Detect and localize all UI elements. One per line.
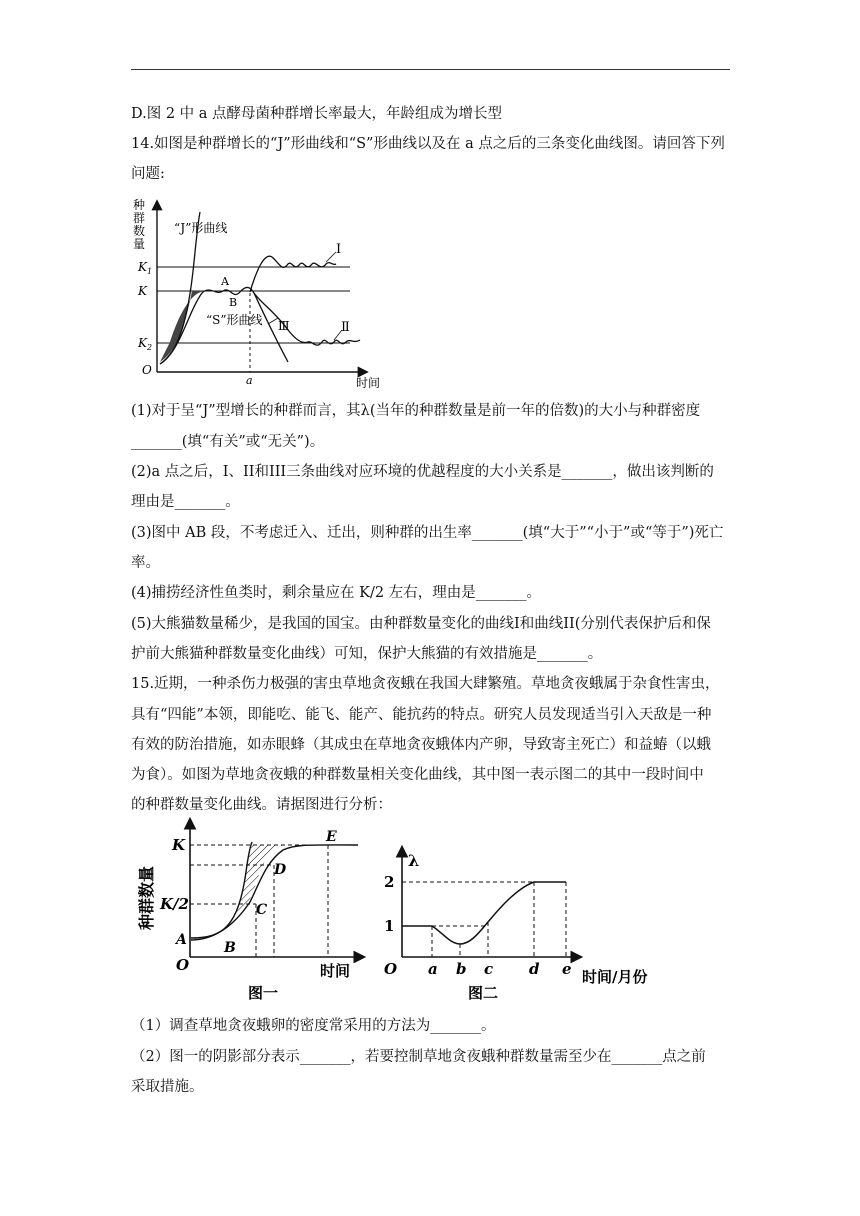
figure-one — [138, 812, 378, 1007]
fig1-caption: 图一 — [248, 984, 279, 1002]
fig1-khalf-label: K/2 — [160, 895, 189, 913]
fig1-k-label: K — [172, 836, 186, 854]
origin-label: O — [142, 363, 152, 377]
fig1-s-curve — [191, 845, 358, 940]
text-line-q14b: 问题: — [131, 166, 165, 182]
text-line-p3a: (3)图中 AB 段，不考虑迁入、迁出，则种群的出生率_______(填“大于”“小于”或“等于”)死亡 — [131, 525, 724, 541]
fig2-tick-b: b — [456, 960, 467, 978]
y-label-4: 量 — [133, 237, 146, 251]
text-line-s1: （1）调查草地贪夜蛾卵的密度常采用的方法为_______。 — [131, 1018, 496, 1034]
text-line-q15b: 具有“四能”本领，即能吃、能飞、能产、能抗药的特点。研究人员发现适当引入天敌是一种 — [131, 707, 712, 723]
fig2-tick-e: e — [562, 960, 572, 978]
point-a-label: A — [221, 275, 229, 288]
text-line-q14a: 14.如图是种群增长的“J”形曲线和“S”形曲线以及在 a 点之后的三条变化曲线图。请回答下列 — [131, 136, 725, 152]
text-line-p5a: (5)大熊猫数量稀少，是我国的国宝。由种群数量变化的曲线I和曲线II(分别代表保护后和保 — [131, 616, 711, 632]
fig1-point-b: B — [224, 940, 236, 956]
text-line-s2a: （2）图一的阴影部分表示_______，若要控制草地贪夜蛾种群数量需至少在_______点之前 — [131, 1049, 706, 1065]
header-rule — [131, 69, 730, 70]
fig2-y1-label: 1 — [384, 917, 395, 935]
curve-i — [250, 256, 336, 292]
fig1-point-a: A — [176, 932, 187, 948]
text-line-p2a: (2)a 点之后，I、II和III三条曲线对应环境的优越程度的大小关系是_______，做出该判断的 — [131, 464, 714, 480]
label-i-leader — [326, 252, 336, 262]
figure-population-curves — [130, 192, 390, 392]
fig2-y-label: λ — [408, 851, 420, 870]
y-label-2: 群 — [133, 211, 146, 225]
fig1-j-curve — [191, 842, 252, 938]
text-line-q15a: 15.近期，一种杀伤力极强的害虫草地贪夜蛾在我国大肆繁殖。草地贪夜蛾属于杂食性害虫， — [131, 676, 720, 692]
text-line-s2b: 采取措施。 — [131, 1079, 204, 1095]
fig1-x-label: 时间 — [320, 962, 351, 980]
fig2-tick-c: c — [484, 960, 494, 978]
a-tick-label: a — [246, 374, 253, 387]
point-b-label: B — [229, 296, 238, 309]
text-line-p3b: 率。 — [131, 555, 160, 571]
y-label-1: 种 — [133, 198, 146, 212]
text-line-q15e: 的种群数量变化曲线。请据图进行分析： — [131, 797, 392, 813]
fig1-origin: O — [176, 956, 190, 974]
fig2-tick-d: d — [529, 960, 540, 978]
curve-i-label: I — [336, 242, 342, 257]
j-curve-label: “J”形曲线 — [174, 221, 228, 235]
curve-iii-label: Ⅲ — [278, 319, 290, 333]
label-iii-leader — [268, 318, 278, 324]
fig1-point-c: C — [256, 902, 268, 918]
text-line-p2b: 理由是_______。 — [131, 494, 240, 510]
text-line-p1a: (1)对于呈“J”型增长的种群而言，其λ(当年的种群数量是前一年的倍数)的大小与种群密度 — [131, 403, 701, 419]
fig2-y2-label: 2 — [384, 873, 395, 891]
fig1-point-d: D — [274, 862, 287, 878]
text-line-q15c: 有效的防治措施，如赤眼蜂（其成虫在草地贪夜蛾体内产卵，导致寄主死亡）和益蝽（以蛾 — [131, 737, 711, 753]
fig2-origin: O — [384, 960, 398, 978]
fig2-lambda-curve — [402, 882, 566, 944]
curve-ii-label: Ⅱ — [341, 320, 350, 335]
text-line-p1b: _______(填“有关”或“无关”)。 — [131, 434, 325, 450]
fig2-x-label: 时间/月份 — [582, 968, 648, 986]
text-line-d: D.图 2 中 a 点酵母菌种群增长率最大，年龄组成为增长型 — [131, 106, 503, 122]
k-label: K — [138, 284, 147, 298]
x-axis-label: 时间 — [356, 376, 381, 390]
fig1-point-e: E — [326, 829, 337, 845]
text-line-p5b: 护前大熊猫种群数量变化曲线）可知，保护大熊猫的有效措施是_______。 — [131, 646, 603, 662]
k1-label: $K_1$ — [138, 260, 153, 276]
text-line-q15d: 为食）。如图为草地贪夜蛾的种群数量相关变化曲线，其中图一表示图二的其中一段时间中 — [131, 767, 704, 783]
fig2-tick-a: a — [428, 960, 438, 978]
text-line-p4: (4)捕捞经济性鱼类时，剩余量应在 K/2 左右，理由是_______。 — [131, 585, 541, 601]
k2-label: $K_2$ — [138, 336, 153, 352]
fig2-caption: 图二 — [468, 984, 499, 1002]
s-curve-label: “S”形曲线 — [206, 313, 263, 327]
figure-two — [378, 812, 678, 1007]
y-label-3: 数 — [133, 224, 146, 238]
fig1-y-label: 种群数量 — [137, 865, 156, 930]
